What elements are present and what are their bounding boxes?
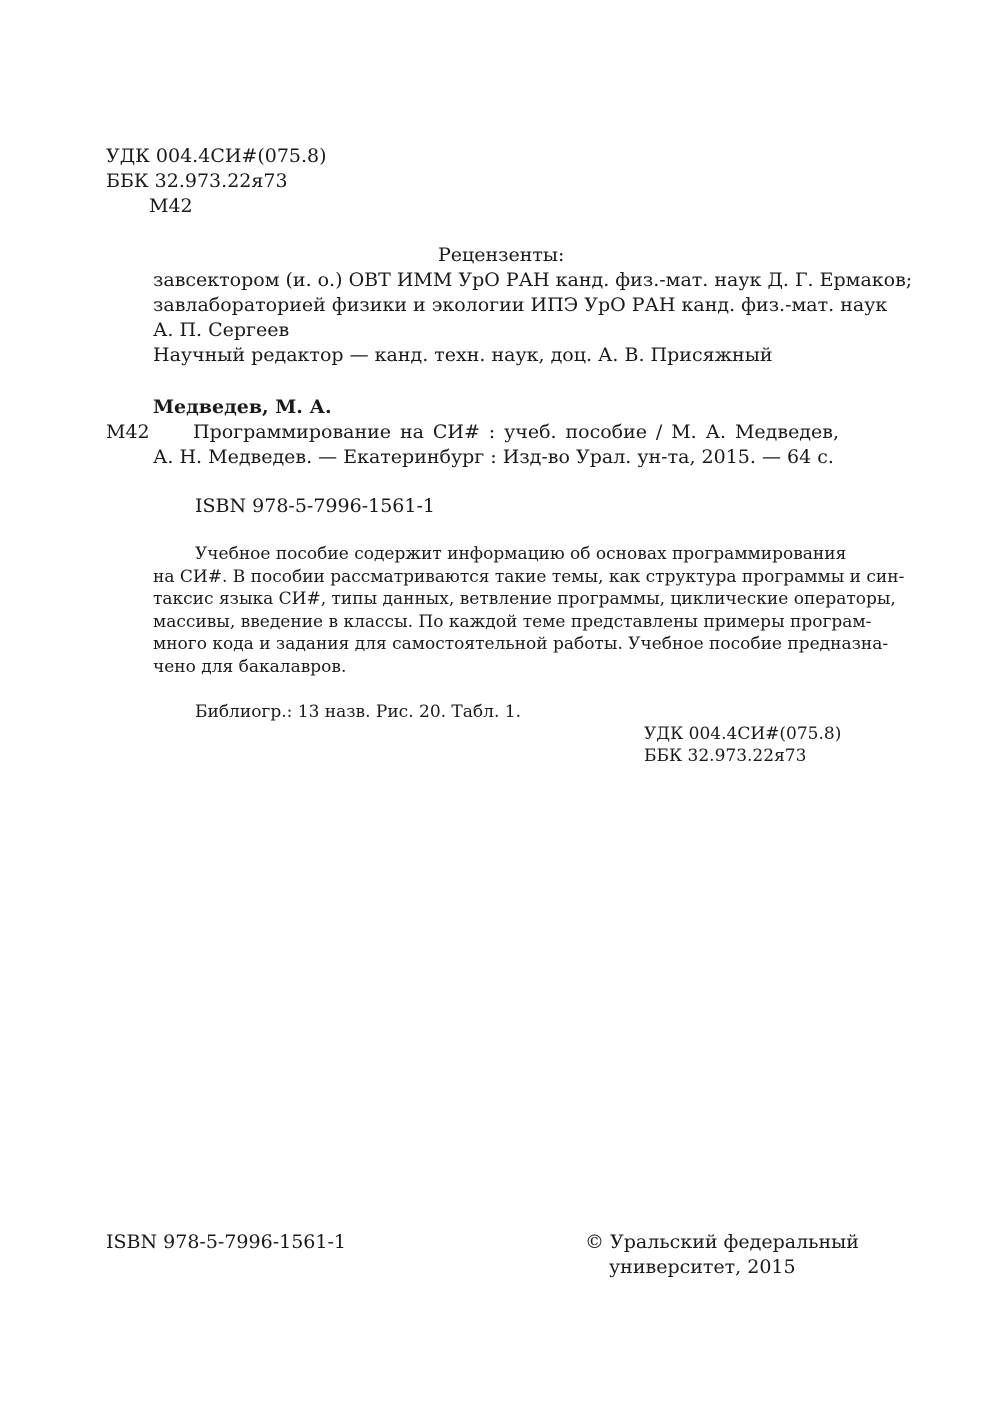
reviewer-line-2: завлабораторией физики и экологии ИПЭ УрО РАН канд. физ.-мат. наук (153, 294, 888, 316)
annotation-line: много кода и задания для самостоятельной работы. Учебное пособие предназна- (153, 634, 889, 654)
udk-code: УДК 004.4СИ#(075.8) (106, 145, 327, 167)
annotation-line: на СИ#. В пособии рассматриваются такие темы, как структура программы и син- (153, 566, 905, 587)
reviewer-line-3: А. П. Сергеев (153, 319, 290, 341)
footer-isbn: ISBN 978-5-7996-1561-1 (106, 1231, 346, 1253)
catalog-author: Медведев, М. А. (153, 396, 332, 418)
reviewer-line-1: завсектором (и. о.) ОВТ ИММ УрО РАН канд. физ.-мат. наук Д. Г. Ермаков; (153, 269, 913, 291)
annotation-line: чено для бакалавров. (153, 656, 347, 677)
author-mark: М42 (149, 195, 193, 217)
reviewers-heading: Рецензенты: (438, 244, 565, 266)
annotation-line: таксис языка СИ#, типы данных, ветвление программы, циклические операторы, (153, 589, 896, 609)
scientific-editor: Научный редактор — канд. техн. наук, доц. А. В. Присяжный (153, 344, 773, 366)
catalog-title-line: Программирование на СИ# : учеб. пособие / М. А. Медведев, (193, 421, 839, 443)
copyright-line-1: © Уральский федеральный (585, 1231, 859, 1253)
catalog-isbn: ISBN 978-5-7996-1561-1 (195, 495, 435, 517)
bbk-code: ББК 32.973.22я73 (106, 170, 288, 192)
catalog-mark: М42 (106, 421, 150, 443)
annotation-udk: УДК 004.4СИ#(075.8) (644, 724, 842, 744)
annotation-bbk: ББК 32.973.22я73 (644, 746, 807, 766)
copyright-line-2: университет, 2015 (609, 1256, 796, 1278)
catalog-imprint-line: А. Н. Медведев. — Екатеринбург : Изд-во Урал. ун-та, 2015. — 64 с. (153, 446, 834, 468)
annotation-line: массивы, введение в классы. По каждой теме представлены примеры програм- (153, 611, 872, 632)
bibliography-info: Библиогр.: 13 назв. Рис. 20. Табл. 1. (195, 702, 521, 722)
annotation-line: Учебное пособие содержит информацию об основах программирования (195, 544, 847, 564)
